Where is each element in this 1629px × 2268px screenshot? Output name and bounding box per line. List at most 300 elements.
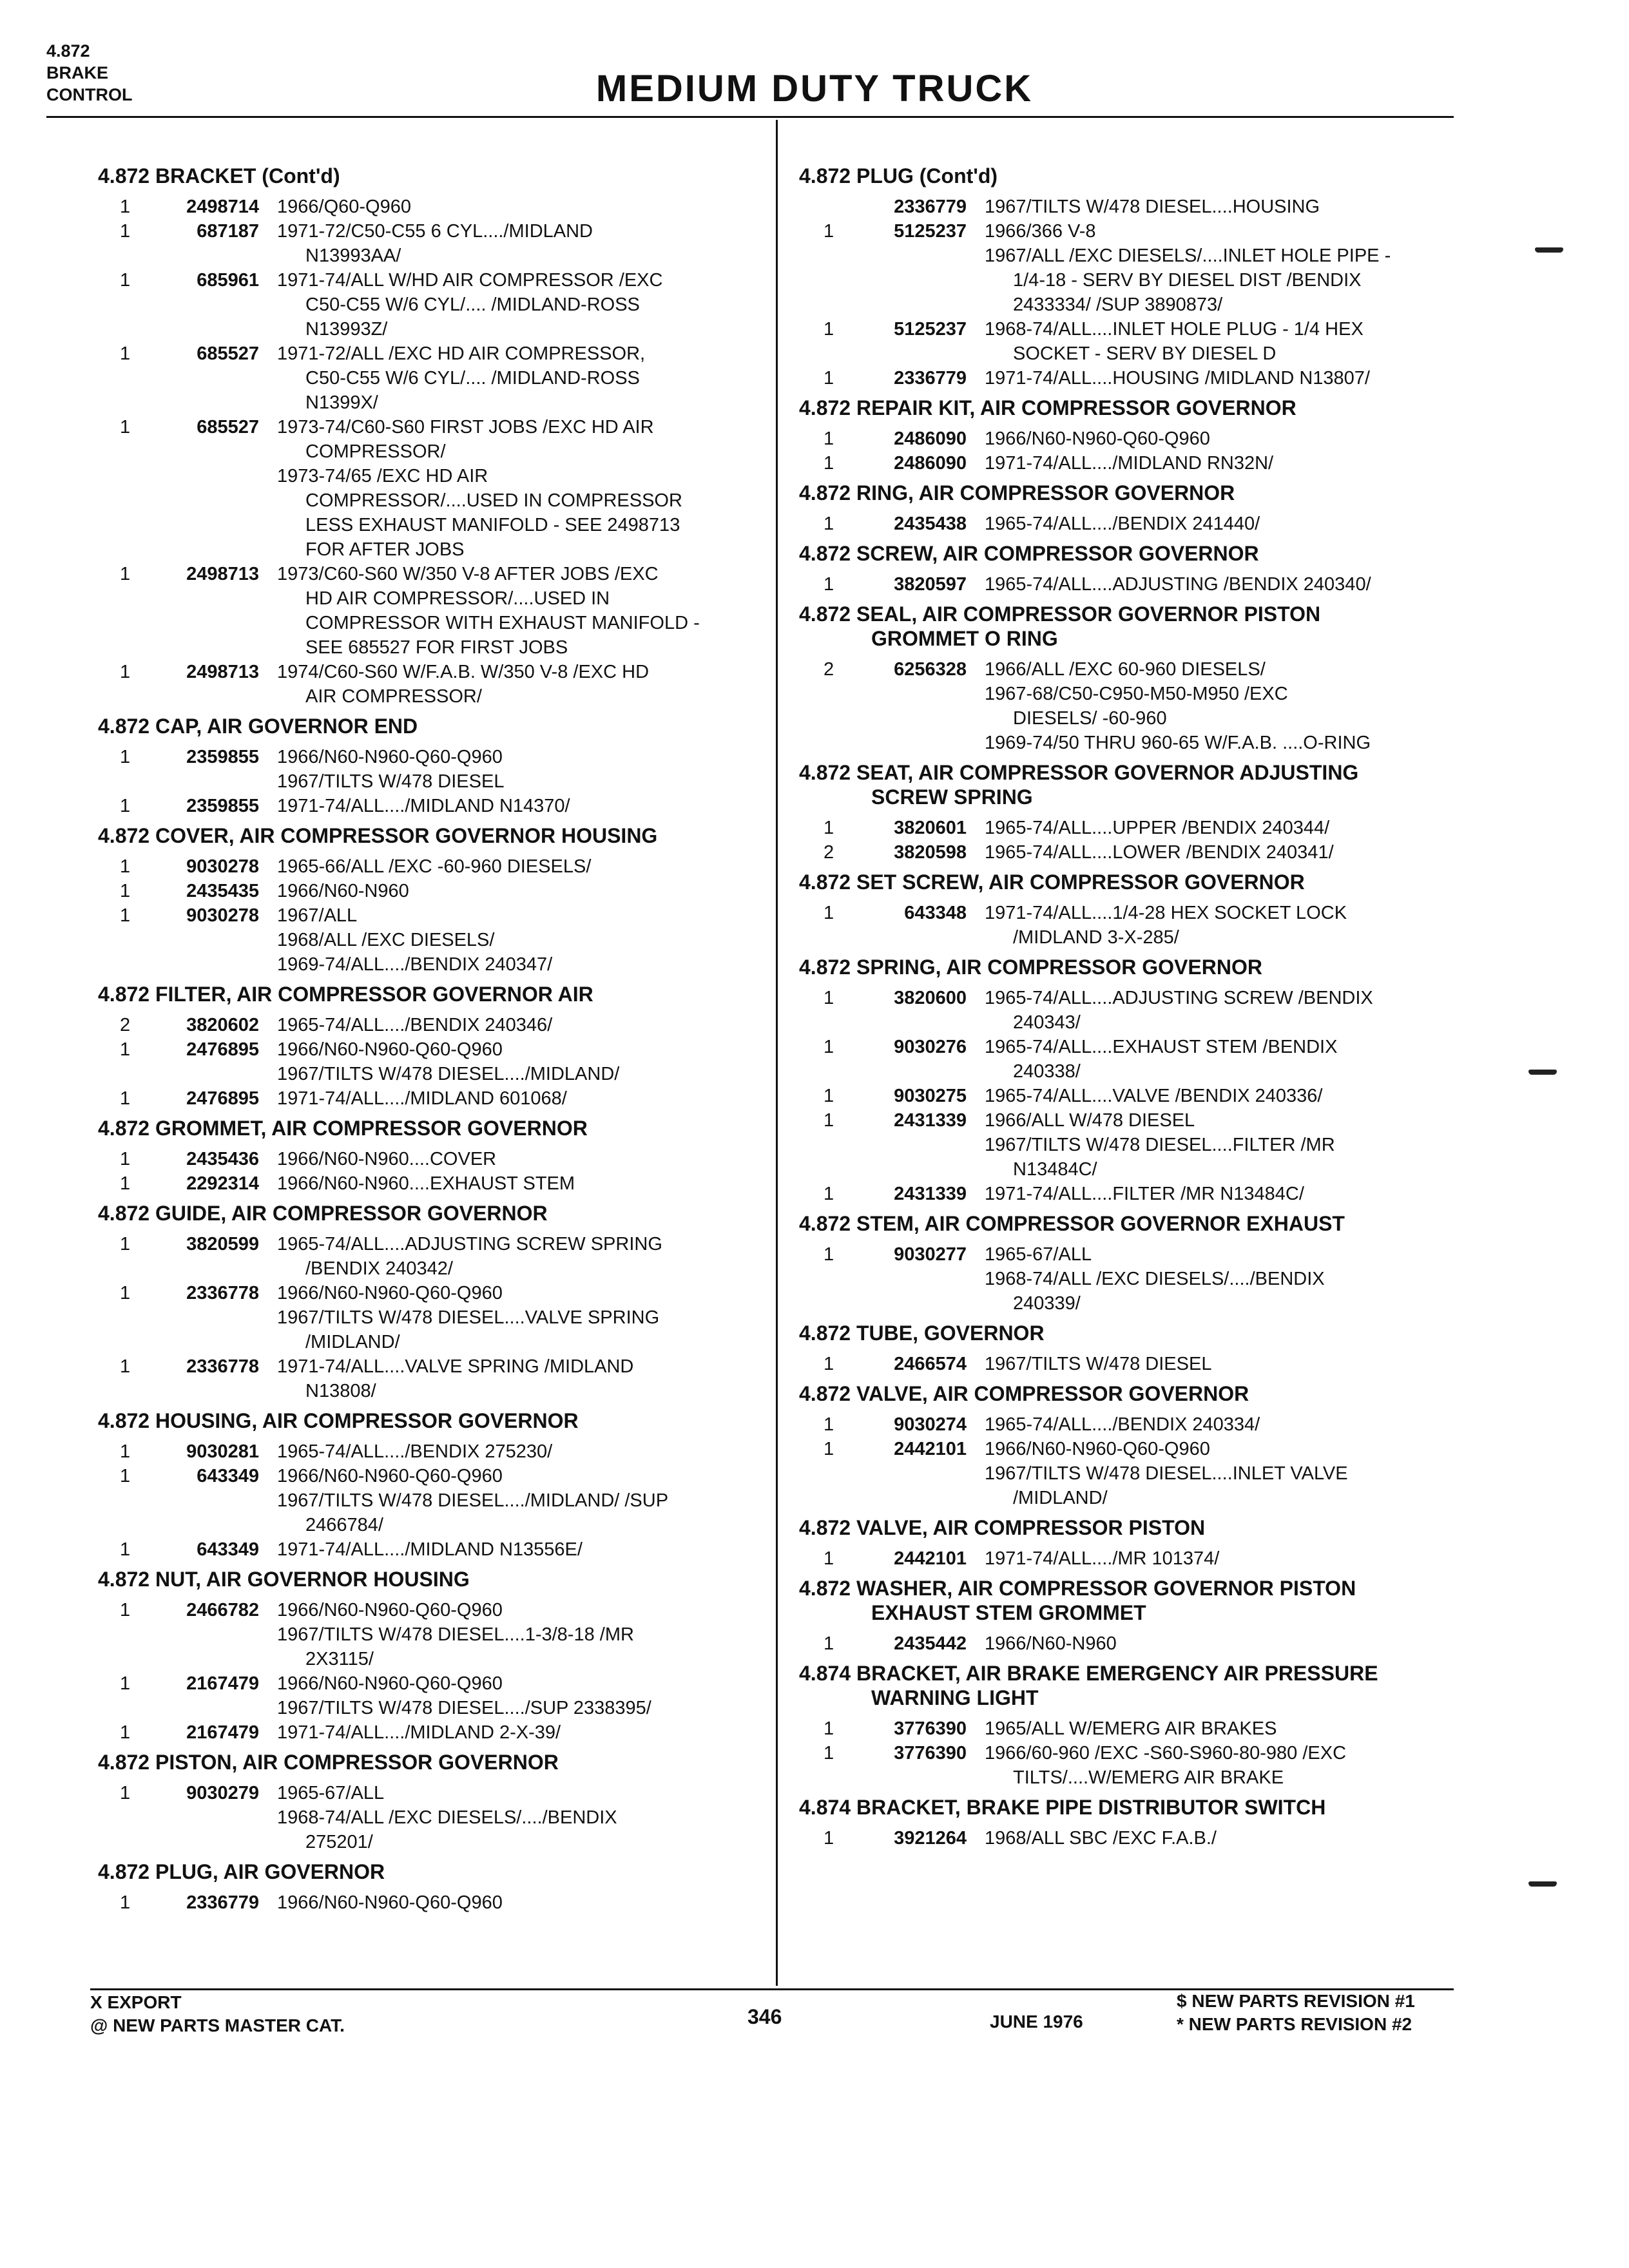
description-line: 1966/N60-N960....EXHAUST STEM	[277, 1173, 575, 1194]
part-number: 2292314	[186, 1173, 259, 1194]
part-number: 3820598	[894, 842, 967, 863]
part-description	[985, 1631, 1468, 1656]
part-description	[985, 986, 1468, 1035]
description-line: 1971-74/ALL....1/4-28 HEX SOCKET LOCK	[985, 903, 1347, 923]
part-row	[791, 1546, 1468, 1571]
part-row	[791, 1826, 1468, 1850]
description-line: COMPRESSOR/	[305, 441, 446, 462]
quantity: 1	[120, 1539, 131, 1560]
part-row	[90, 341, 754, 415]
part-row	[90, 415, 754, 562]
description-line: 1973-74/65 /EXC HD AIR	[277, 466, 488, 486]
description-line: 1966/Q60-Q960	[277, 197, 411, 217]
part-number: 2498713	[186, 662, 259, 682]
section-heading: 4.872 GROMMET, AIR COMPRESSOR GOVERNOR	[98, 1117, 588, 1140]
quantity	[791, 195, 862, 219]
part-number: 3820599	[186, 1234, 259, 1254]
description-line: N13808/	[305, 1381, 376, 1401]
part-description	[277, 1439, 754, 1464]
part-row	[791, 901, 1468, 950]
description-line: 1971-74/ALL..../MIDLAND 601068/	[277, 1088, 567, 1109]
part-number: 2435435	[186, 881, 259, 901]
part-row	[90, 1171, 754, 1196]
parts-section	[791, 602, 1468, 755]
left-column	[90, 161, 754, 1920]
part-description	[277, 341, 754, 415]
quantity: 1	[120, 1892, 131, 1913]
quantity: 1	[824, 1184, 834, 1204]
quantity: 1	[120, 747, 131, 767]
part-description	[277, 745, 754, 794]
part-number: 685527	[197, 343, 259, 364]
description-line: DIESELS/ -60-960	[1013, 708, 1167, 729]
quantity: 1	[120, 1783, 131, 1803]
part-row	[791, 219, 1468, 317]
part-row	[90, 745, 754, 794]
quantity: 1	[824, 1718, 834, 1739]
description-line: 1971-74/ALL..../MIDLAND 2-X-39/	[277, 1722, 561, 1743]
description-line: 1966/60-960 /EXC -S60-S960-80-980 /EXC	[985, 1743, 1347, 1763]
part-row	[791, 427, 1468, 451]
part-description	[985, 219, 1468, 317]
part-row	[791, 512, 1468, 536]
description-line: 240338/	[1013, 1061, 1081, 1082]
footer-master-cat: @ NEW PARTS MASTER CAT.	[90, 2015, 345, 2035]
description-line: 275201/	[305, 1832, 373, 1852]
part-row	[791, 1352, 1468, 1376]
quantity: 1	[120, 564, 131, 584]
part-description	[277, 219, 754, 268]
description-line: 2466784/	[305, 1515, 383, 1535]
description-line: 1965-74/ALL..../BENDIX 240334/	[985, 1414, 1260, 1435]
quantity: 1	[120, 343, 131, 364]
part-row	[90, 268, 754, 341]
part-row	[791, 1035, 1468, 1084]
quantity: 1	[824, 574, 834, 595]
quantity: 1	[120, 221, 131, 242]
description-line: 1967/TILTS W/478 DIESEL....FILTER /MR	[985, 1135, 1335, 1155]
description-line: 1966/N60-N960....COVER	[277, 1149, 497, 1169]
description-line: 1969-74/ALL..../BENDIX 240347/	[277, 954, 553, 975]
parts-section	[791, 164, 1468, 390]
section-heading-continued: SCREW SPRING	[871, 785, 1033, 809]
part-number: 2435436	[186, 1149, 259, 1169]
revision-mark	[1535, 247, 1563, 253]
part-number: 3776390	[894, 1718, 967, 1739]
part-number: 2498714	[186, 197, 259, 217]
description-line: 1966/N60-N960-Q60-Q960	[277, 1600, 503, 1620]
part-row	[791, 657, 1468, 755]
description-line: SOCKET - SERV BY DIESEL D	[1013, 343, 1277, 364]
section-heading: 4.872 NUT, AIR GOVERNOR HOUSING	[98, 1568, 470, 1591]
section-heading: 4.872 GUIDE, AIR COMPRESSOR GOVERNOR	[98, 1202, 548, 1225]
part-number: 643349	[197, 1539, 259, 1560]
page-number: 346	[747, 2005, 782, 2028]
part-description	[277, 794, 754, 818]
quantity: 1	[824, 428, 834, 449]
description-line: 1967/TILTS W/478 DIESEL	[985, 1354, 1212, 1374]
description-line: 1966/N60-N960-Q60-Q960	[277, 1673, 503, 1694]
description-line: FOR AFTER JOBS	[305, 539, 465, 560]
part-row	[90, 1037, 754, 1086]
part-number: 6256328	[894, 659, 967, 680]
part-description	[277, 1013, 754, 1037]
part-description	[277, 1720, 754, 1745]
part-number: 2466782	[186, 1600, 259, 1620]
part-number: 9030274	[894, 1414, 967, 1435]
part-row	[90, 854, 754, 879]
part-row	[791, 572, 1468, 597]
description-line: 2433334/ /SUP 3890873/	[1013, 294, 1223, 315]
part-description	[277, 1890, 754, 1915]
description-line: 1965-74/ALL....LOWER /BENDIX 240341/	[985, 842, 1334, 863]
part-row	[791, 451, 1468, 476]
description-line: 1968-74/ALL /EXC DIESELS/..../BENDIX	[985, 1269, 1325, 1289]
description-line: 1/4-18 - SERV BY DIESEL DIST /BENDIX	[1013, 270, 1362, 291]
description-line: 1967/TILTS W/478 DIESEL....1-3/8-18 /MR	[277, 1624, 634, 1645]
part-description	[277, 195, 754, 219]
part-row	[90, 1537, 754, 1562]
part-description	[985, 1412, 1468, 1437]
part-description	[985, 1716, 1468, 1741]
part-description	[985, 512, 1468, 536]
description-line: 1965/ALL W/EMERG AIR BRAKES	[985, 1718, 1277, 1739]
section-group: BRAKE	[46, 63, 109, 82]
quantity: 1	[824, 514, 834, 534]
part-row	[90, 879, 754, 903]
part-description	[985, 195, 1468, 219]
description-line: 1967/TILTS W/478 DIESEL..../MIDLAND/	[277, 1064, 620, 1084]
description-line: 240343/	[1013, 1012, 1081, 1033]
description-line: /BENDIX 240342/	[305, 1258, 453, 1279]
parts-section	[90, 1750, 754, 1854]
part-description	[985, 427, 1468, 451]
quantity: 1	[824, 818, 834, 838]
part-number: 2476895	[186, 1088, 259, 1109]
part-row	[791, 1412, 1468, 1437]
footer-revision-1: $ NEW PARTS REVISION #1	[1177, 1991, 1415, 2011]
part-description	[985, 1741, 1468, 1790]
part-row	[791, 1741, 1468, 1790]
parts-section	[791, 870, 1468, 950]
description-line: 1965-67/ALL	[277, 1783, 385, 1803]
part-description	[985, 1084, 1468, 1108]
part-row	[90, 219, 754, 268]
section-subgroup: CONTROL	[46, 85, 133, 104]
description-line: 1971-74/ALL..../MR 101374/	[985, 1548, 1220, 1569]
section-heading: 4.872 HOUSING, AIR COMPRESSOR GOVERNOR	[98, 1409, 579, 1432]
part-number: 2476895	[186, 1039, 259, 1060]
description-line: 1971-74/ALL..../MIDLAND N13556E/	[277, 1539, 583, 1560]
part-description	[985, 840, 1468, 865]
part-description	[277, 1464, 754, 1537]
part-description	[277, 268, 754, 341]
description-line: 1966/N60-N960-Q60-Q960	[277, 1039, 503, 1060]
description-line: LESS EXHAUST MANIFOLD - SEE 2498713	[305, 515, 680, 535]
description-line: 1971-72/ALL /EXC HD AIR COMPRESSOR,	[277, 343, 646, 364]
part-number: 2359855	[186, 747, 259, 767]
part-row	[90, 903, 754, 977]
part-row	[90, 1890, 754, 1915]
part-number: 2336779	[894, 368, 967, 389]
quantity: 1	[824, 453, 834, 474]
part-row	[791, 1631, 1468, 1656]
description-line: COMPRESSOR/....USED IN COMPRESSOR	[305, 490, 682, 511]
part-description	[277, 1598, 754, 1671]
description-line: 2X3115/	[305, 1649, 374, 1669]
section-heading: 4.872 REPAIR KIT, AIR COMPRESSOR GOVERNOR	[799, 396, 1296, 419]
part-number: 2167479	[186, 1673, 259, 1694]
parts-section	[791, 955, 1468, 1206]
part-row	[90, 794, 754, 818]
description-line: /MIDLAND/	[305, 1332, 400, 1352]
description-line: 1965-74/ALL..../BENDIX 275230/	[277, 1441, 553, 1462]
section-number: 4.872	[46, 41, 90, 61]
parts-section	[791, 1795, 1468, 1850]
parts-section	[791, 1661, 1468, 1790]
part-row	[90, 1781, 754, 1854]
description-line: 1973-74/C60-S60 FIRST JOBS /EXC HD AIR	[277, 417, 654, 437]
part-number: 643348	[904, 903, 967, 923]
part-row	[791, 840, 1468, 865]
part-description	[277, 1671, 754, 1720]
description-line: 1965-74/ALL....ADJUSTING /BENDIX 240340/	[985, 574, 1371, 595]
part-number: 2498713	[186, 564, 259, 584]
quantity: 1	[120, 905, 131, 926]
parts-section	[90, 1116, 754, 1196]
quantity: 1	[824, 1110, 834, 1131]
section-heading: 4.872 CAP, AIR GOVERNOR END	[98, 715, 418, 738]
section-heading: 4.872 TUBE, GOVERNOR	[799, 1321, 1045, 1345]
part-description	[277, 1037, 754, 1086]
description-line: 1968-74/ALL....INLET HOLE PLUG - 1/4 HEX	[985, 319, 1364, 340]
description-line: 1967/TILTS W/478 DIESEL....HOUSING	[985, 197, 1320, 217]
description-line: 1973/C60-S60 W/350 V-8 AFTER JOBS /EXC	[277, 564, 659, 584]
part-row	[90, 1232, 754, 1281]
description-line: AIR COMPRESSOR/	[305, 686, 482, 707]
description-line: COMPRESSOR WITH EXHAUST MANIFOLD -	[305, 613, 700, 633]
part-number: 9030278	[186, 905, 259, 926]
parts-section	[90, 1567, 754, 1745]
description-line: N13993Z/	[305, 319, 388, 340]
part-description	[277, 879, 754, 903]
description-line: /MIDLAND/	[1013, 1488, 1108, 1508]
quantity: 1	[824, 1743, 834, 1763]
quantity: 1	[120, 1088, 131, 1109]
description-line: 1967/ALL /EXC DIESELS/....INLET HOLE PIPE -	[985, 245, 1391, 266]
part-description	[985, 657, 1468, 755]
parts-section	[791, 1321, 1468, 1376]
section-heading: 4.872 VALVE, AIR COMPRESSOR PISTON	[799, 1516, 1206, 1539]
description-line: 1965-74/ALL....EXHAUST STEM /BENDIX	[985, 1037, 1338, 1057]
section-heading: 4.872 STEM, AIR COMPRESSOR GOVERNOR EXHAUST	[799, 1212, 1345, 1235]
quantity: 1	[120, 417, 131, 437]
quantity: 1	[120, 796, 131, 816]
part-description	[985, 1108, 1468, 1182]
part-number: 2466574	[894, 1354, 967, 1374]
part-number: 3820601	[894, 818, 967, 838]
quantity: 1	[120, 1466, 131, 1486]
part-description	[277, 660, 754, 709]
part-description	[277, 1086, 754, 1111]
part-description	[277, 415, 754, 562]
description-line: 1965-74/ALL....ADJUSTING SCREW /BENDIX	[985, 988, 1373, 1008]
part-row	[791, 317, 1468, 366]
part-row	[791, 986, 1468, 1035]
part-number: 3820600	[894, 988, 967, 1008]
quantity: 1	[824, 1354, 834, 1374]
section-heading: 4.872 SEAT, AIR COMPRESSOR GOVERNOR ADJUSTING	[799, 761, 1359, 784]
quantity: 2	[824, 842, 834, 863]
description-line: 1965-74/ALL..../BENDIX 241440/	[985, 514, 1260, 534]
section-heading: 4.874 BRACKET, BRAKE PIPE DISTRIBUTOR SWITCH	[799, 1796, 1326, 1819]
description-line: 1971-74/ALL W/HD AIR COMPRESSOR /EXC	[277, 270, 663, 291]
part-description	[277, 1354, 754, 1403]
part-row	[90, 660, 754, 709]
description-line: 1966/N60-N960-Q60-Q960	[277, 1283, 503, 1303]
section-heading: 4.872 BRACKET (Cont'd)	[98, 164, 340, 187]
parts-section	[90, 982, 754, 1111]
part-description	[277, 562, 754, 660]
part-number: 685527	[197, 417, 259, 437]
part-number: 2431339	[894, 1110, 967, 1131]
part-row	[90, 1720, 754, 1745]
part-number: 3820597	[894, 574, 967, 595]
part-number: 2431339	[894, 1184, 967, 1204]
quantity: 1	[824, 903, 834, 923]
description-line: 1965-74/ALL....ADJUSTING SCREW SPRING	[277, 1234, 662, 1254]
part-row	[90, 562, 754, 660]
section-heading: 4.872 SET SCREW, AIR COMPRESSOR GOVERNOR	[799, 870, 1305, 894]
part-description	[985, 366, 1468, 390]
part-row	[791, 816, 1468, 840]
parts-section	[791, 1211, 1468, 1316]
parts-section	[90, 1408, 754, 1562]
part-number: 9030278	[186, 856, 259, 877]
header-rule	[46, 116, 1454, 118]
description-line: 1967/TILTS W/478 DIESEL..../SUP 2338395/	[277, 1698, 651, 1718]
section-heading: 4.874 BRACKET, AIR BRAKE EMERGENCY AIR PRESSURE	[799, 1662, 1378, 1685]
part-row	[90, 1086, 754, 1111]
description-line: 1966/N60-N960	[985, 1633, 1117, 1654]
description-line: 1967/TILTS W/478 DIESEL....INLET VALVE	[985, 1463, 1348, 1484]
quantity: 1	[120, 1600, 131, 1620]
description-line: TILTS/....W/EMERG AIR BRAKE	[1013, 1767, 1284, 1788]
part-row	[90, 1671, 754, 1720]
description-line: 1966/N60-N960-Q60-Q960	[985, 1439, 1210, 1459]
quantity: 1	[824, 1086, 834, 1106]
description-line: 1971-74/ALL....HOUSING /MIDLAND N13807/	[985, 368, 1370, 389]
part-row	[791, 1108, 1468, 1182]
quantity: 1	[824, 1414, 834, 1435]
part-description	[277, 1147, 754, 1171]
part-number: 2435438	[894, 514, 967, 534]
section-heading: 4.872 SCREW, AIR COMPRESSOR GOVERNOR	[799, 542, 1259, 565]
part-number: 2336779	[894, 197, 967, 217]
description-line: N1399X/	[305, 392, 378, 413]
part-row	[791, 1242, 1468, 1316]
description-line: 1967/TILTS W/478 DIESEL	[277, 771, 505, 792]
part-description	[985, 901, 1468, 950]
part-row	[791, 1084, 1468, 1108]
description-line: 1966/ALL W/478 DIESEL	[985, 1110, 1195, 1131]
description-line: 1967/ALL	[277, 905, 358, 926]
description-line: 1966/N60-N960-Q60-Q960	[277, 1466, 503, 1486]
quantity: 1	[824, 988, 834, 1008]
quantity: 1	[824, 1244, 834, 1265]
quantity: 1	[120, 1149, 131, 1169]
section-heading: 4.872 PLUG, AIR GOVERNOR	[98, 1860, 385, 1883]
description-line: 1974/C60-S60 W/F.A.B. W/350 V-8 /EXC HD	[277, 662, 650, 682]
description-line: 1967/TILTS W/478 DIESEL....VALVE SPRING	[277, 1307, 660, 1328]
description-line: 1971-72/C50-C55 6 CYL..../MIDLAND	[277, 221, 593, 242]
part-description	[277, 1281, 754, 1354]
description-line: 1965-74/ALL....VALVE /BENDIX 240336/	[985, 1086, 1323, 1106]
part-description	[985, 1182, 1468, 1206]
description-line: 1971-74/ALL..../MIDLAND N14370/	[277, 796, 570, 816]
part-row	[90, 1598, 754, 1671]
parts-section	[90, 164, 754, 709]
part-description	[985, 572, 1468, 597]
page-title: MEDIUM DUTY TRUCK	[595, 68, 1034, 110]
part-row	[90, 1439, 754, 1464]
quantity: 2	[824, 659, 834, 680]
part-number: 2359855	[186, 796, 259, 816]
quantity: 1	[120, 881, 131, 901]
description-line: C50-C55 W/6 CYL/.... /MIDLAND-ROSS	[305, 294, 640, 315]
part-row	[791, 1716, 1468, 1741]
part-number: 643349	[197, 1466, 259, 1486]
description-line: N13484C/	[1013, 1159, 1097, 1180]
part-number: 9030275	[894, 1086, 967, 1106]
description-line: 1971-74/ALL....VALVE SPRING /MIDLAND	[277, 1356, 634, 1377]
description-line: 1967-68/C50-C950-M50-M950 /EXC	[985, 684, 1288, 704]
part-row	[90, 1147, 754, 1171]
description-line: 240339/	[1013, 1293, 1081, 1314]
revision-mark	[1528, 1070, 1557, 1075]
section-heading: 4.872 SEAL, AIR COMPRESSOR GOVERNOR PISTON	[799, 602, 1321, 626]
part-row	[791, 366, 1468, 390]
description-line: 1967/TILTS W/478 DIESEL..../MIDLAND/ /SUP	[277, 1490, 669, 1511]
parts-section	[90, 1860, 754, 1915]
parts-section	[791, 541, 1468, 597]
footer-date: JUNE 1976	[990, 2012, 1083, 2032]
quantity: 1	[120, 1173, 131, 1194]
quantity: 2	[120, 1015, 131, 1035]
description-line: 1968/ALL /EXC DIESELS/	[277, 930, 495, 950]
part-number: 2486090	[894, 428, 967, 449]
description-line: C50-C55 W/6 CYL/.... /MIDLAND-ROSS	[305, 368, 640, 389]
part-number: 2442101	[894, 1439, 967, 1459]
part-description	[277, 1537, 754, 1562]
part-description	[985, 1437, 1468, 1510]
description-line: 1966/N60-N960-Q60-Q960	[985, 428, 1210, 449]
parts-section	[90, 714, 754, 818]
description-line: 1966/ALL /EXC 60-960 DIESELS/	[985, 659, 1266, 680]
quantity: 1	[120, 1039, 131, 1060]
part-row	[791, 1182, 1468, 1206]
part-description	[985, 1352, 1468, 1376]
part-description	[277, 903, 754, 977]
parts-section	[791, 760, 1468, 865]
quantity: 1	[120, 1673, 131, 1694]
quantity: 1	[120, 270, 131, 291]
description-line: 1965-74/ALL..../BENDIX 240346/	[277, 1015, 553, 1035]
quantity: 1	[120, 856, 131, 877]
section-heading-continued: WARNING LIGHT	[871, 1686, 1039, 1709]
description-line: 1969-74/50 THRU 960-65 W/F.A.B. ....O-RING	[985, 733, 1371, 753]
part-number: 3776390	[894, 1743, 967, 1763]
